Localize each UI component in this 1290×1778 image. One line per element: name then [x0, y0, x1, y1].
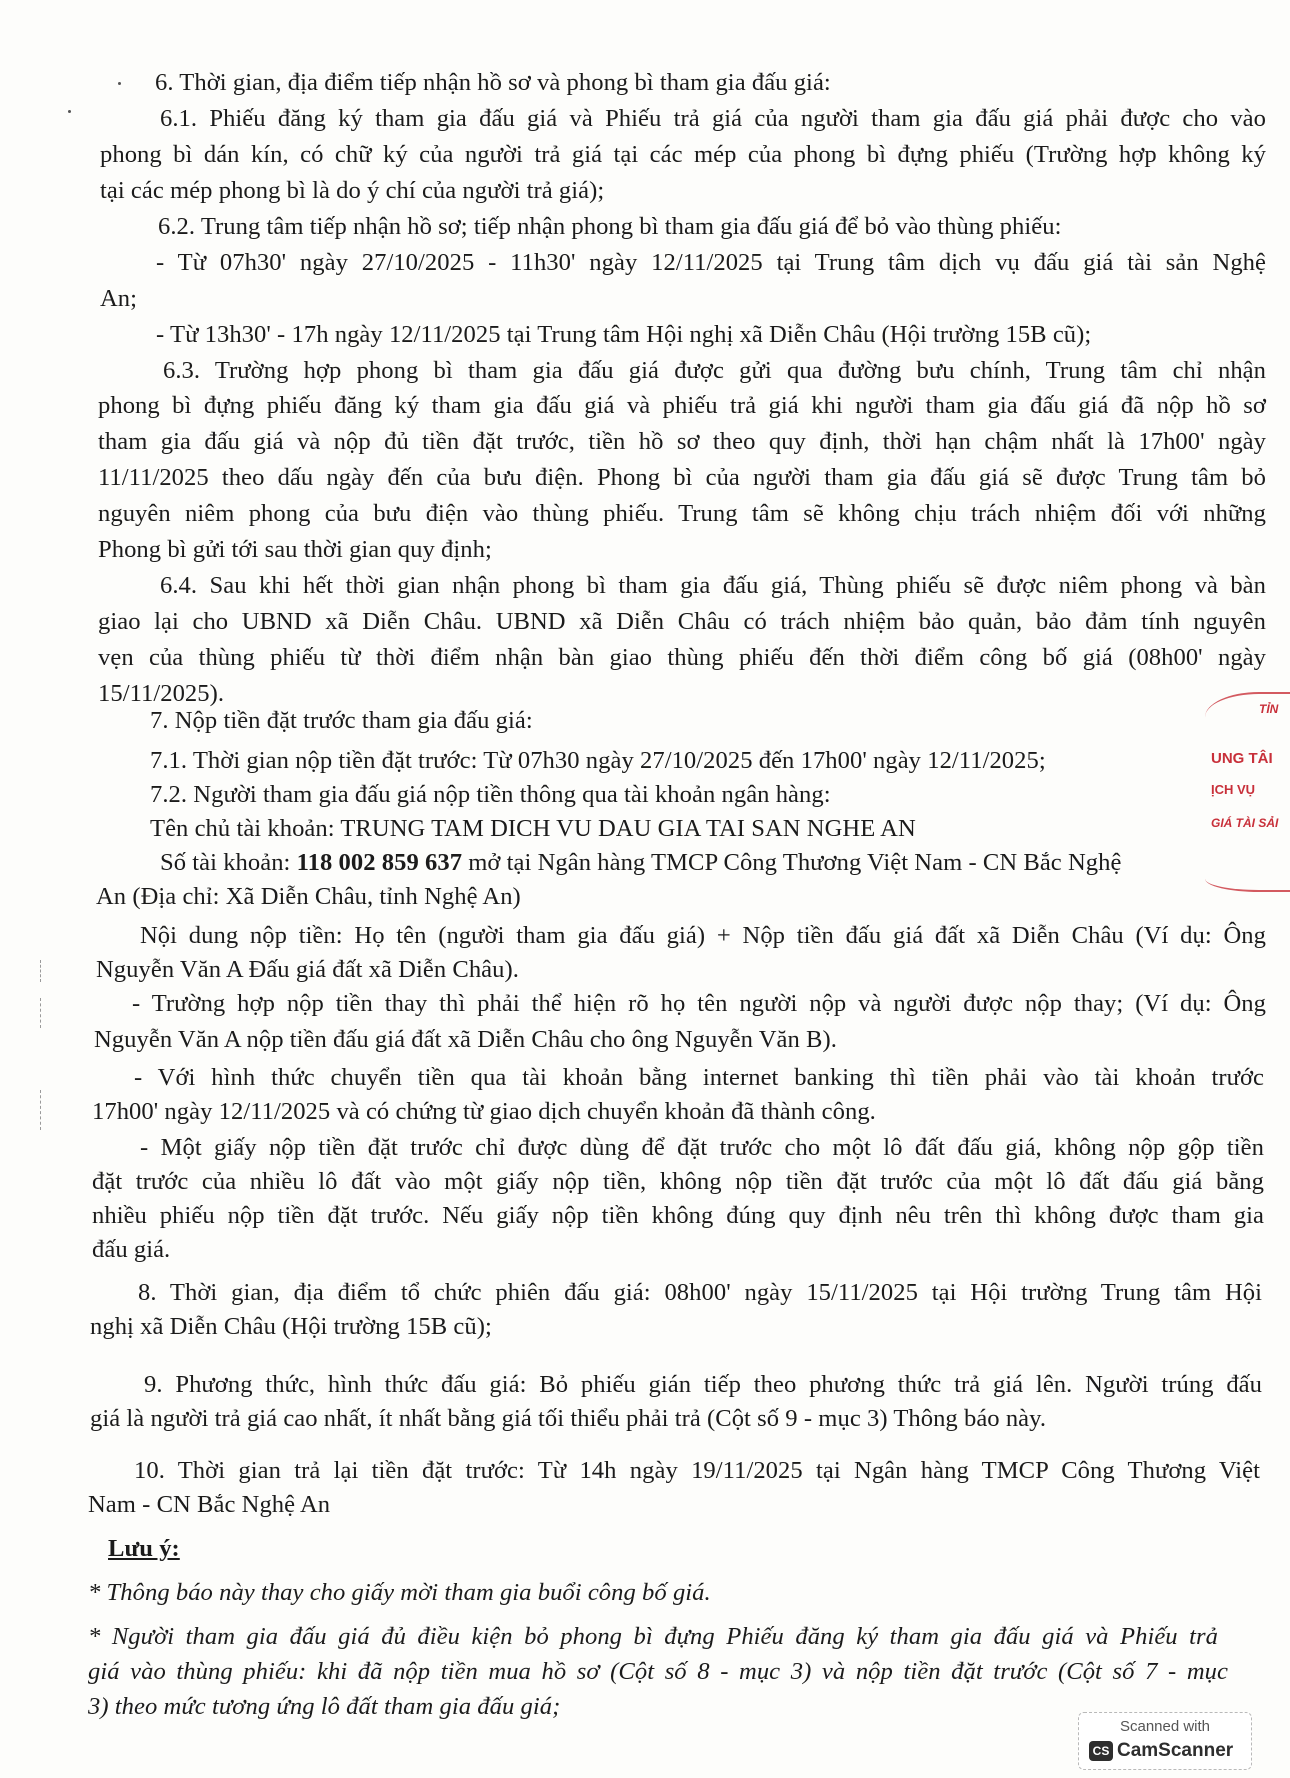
note-line: * Thông báo này thay cho giấy mời tham gia buổi công bố giá. — [88, 1579, 711, 1606]
account-number-line — [160, 848, 1121, 878]
note-line: 3) theo mức tương ứng lô đất tham gia đấu giá; — [88, 1693, 561, 1720]
paragraph-line: giao lại cho UBND xã Diễn Châu. UBND xã Diễn Châu có trách nhiệm bảo quản, bảo đảm tính nguyên — [98, 608, 1266, 635]
paragraph-line: Nguyễn Văn A Đấu giá đất xã Diễn Châu). — [96, 956, 519, 983]
paragraph-line: 7.2. Người tham gia đấu giá nộp tiền thông qua tài khoản ngân hàng: — [150, 781, 831, 808]
scan-edge-mark — [40, 1090, 41, 1130]
account-number-label: Số tài khoản: — [160, 849, 297, 876]
seal-arc — [1205, 870, 1290, 892]
heading-section-7: 7. Nộp tiền đặt trước tham gia đấu giá: — [150, 707, 533, 734]
scan-edge-mark — [40, 998, 41, 1028]
scan-speck — [68, 110, 71, 113]
paragraph-line: 6.3. Trường hợp phong bì tham gia đấu giá được gửi qua đường bưu chính, Trung tâm chỉ nhận — [163, 357, 1266, 384]
scan-speck — [118, 82, 121, 85]
bank-name-text: mở tại Ngân hàng TMCP Công Thương Việt Nam - CN Bắc Nghệ — [462, 849, 1122, 876]
heading-section-8: 8. Thời gian, địa điểm tổ chức phiên đấu giá: 08h00' ngày 15/11/2025 tại Hội trường Trung tâm Hội — [138, 1279, 1262, 1306]
seal-text: GIÁ TÀI SẢI — [1211, 816, 1279, 830]
paragraph-line: Phong bì gửi tới sau thời gian quy định; — [98, 536, 492, 563]
note-line: giá vào thùng phiếu: khi đã nộp tiền mua hồ sơ (Cột số 8 - mục 3) và nộp tiền đặt trước (Cột số 7 - mục — [88, 1658, 1228, 1685]
scanned-with-text: Scanned with — [1119, 1718, 1211, 1735]
red-seal-stamp — [1205, 692, 1290, 902]
paragraph-line: - Từ 13h30' - 17h ngày 12/11/2025 tại Trung tâm Hội nghị xã Diễn Châu (Hội trường 15B cũ); — [156, 321, 1092, 348]
heading-section-6: 6. Thời gian, địa điểm tiếp nhận hồ sơ và phong bì tham gia đấu giá: — [155, 69, 831, 96]
camscanner-logo-icon: CS — [1089, 1741, 1113, 1761]
paragraph-line: Nam - CN Bắc Nghệ An — [88, 1491, 331, 1518]
paragraph-line: - Trường hợp nộp tiền thay thì phải thể hiện rõ họ tên người nộp và người được nộp thay; (Ví dụ: Ông — [132, 990, 1266, 1017]
paragraph-line: vẹn của thùng phiếu từ thời điểm nhận bàn giao thùng phiếu đến thời điểm công bố giá (08h00' ngày — [98, 644, 1266, 671]
seal-text: TỈN — [1259, 702, 1279, 716]
note-line: * Người tham gia đấu giá đủ điều kiện bỏ phong bì đựng Phiếu đăng ký tham gia đấu giá và Phiếu trả — [88, 1623, 1218, 1650]
account-holder-line: Tên chủ tài khoản: TRUNG TAM DICH VU DAU GIA TAI SAN NGHE AN — [150, 815, 916, 842]
paragraph-line: Nguyễn Văn A nộp tiền đấu giá đất xã Diễn Châu cho ông Nguyễn Văn B). — [94, 1026, 837, 1053]
heading-section-9: 9. Phương thức, hình thức đấu giá: Bỏ phiếu gián tiếp theo phương thức trả giá lên. Người trúng đấu — [144, 1371, 1262, 1398]
scan-edge-mark — [40, 960, 41, 982]
seal-text: ỊCH VỤ — [1211, 782, 1256, 797]
paragraph-line: 15/11/2025). — [98, 680, 225, 707]
paragraph-line: nguyên niêm phong của bưu điện vào thùng phiếu. Trung tâm sẽ không chịu trách nhiệm đối với những — [98, 500, 1266, 527]
paragraph-line: Nội dung nộp tiền: Họ tên (người tham gia đấu giá) + Nộp tiền đấu giá đất xã Diễn Châu (Ví dụ: Ông — [140, 922, 1266, 949]
paragraph-line: - Với hình thức chuyển tiền qua tài khoản bằng internet banking thì tiền phải vào tài khoản trước — [134, 1064, 1264, 1091]
heading-section-10: 10. Thời gian trả lại tiền đặt trước: Từ 14h ngày 19/11/2025 tại Ngân hàng TMCP Công Thương Việt — [134, 1457, 1260, 1484]
paragraph-line: nhiều phiếu nộp tiền đặt trước. Nếu giấy nộp tiền không đúng quy định nêu trên thì không được tham gia — [92, 1202, 1264, 1229]
account-number-value: 118 002 859 637 — [296, 849, 463, 876]
paragraph-line: tại các mép phong bì là do ý chí của người trả giá); — [100, 177, 605, 204]
paragraph-line: An; — [100, 285, 138, 312]
paragraph-line: nghị xã Diễn Châu (Hội trường 15B cũ); — [90, 1313, 492, 1340]
paragraph-line: phong bì dán kín, có chữ ký của người trả giá tại các mép của phong bì đựng phiếu (Trường hợp không ký — [100, 141, 1266, 168]
paragraph-line: 11/11/2025 theo dấu ngày đến của bưu điện. Phong bì của người tham gia đấu giá sẽ được Trung tâm bỏ — [98, 464, 1266, 491]
paragraph-line: giá là người trả giá cao nhất, ít nhất bằng giá tối thiểu phải trả (Cột số 9 - mục 3) Thông báo này. — [90, 1405, 1047, 1432]
seal-text: UNG TÂI — [1211, 750, 1273, 767]
paragraph-line: 6.2. Trung tâm tiếp nhận hồ sơ; tiếp nhận phong bì tham gia đấu giá để bỏ vào thùng phiếu: — [158, 213, 1062, 240]
paragraph-line: 6.1. Phiếu đăng ký tham gia đấu giá và Phiếu trả giá của người tham gia đấu giá phải được cho vào — [160, 105, 1266, 132]
paragraph-line: 7.1. Thời gian nộp tiền đặt trước: Từ 07h30 ngày 27/10/2025 đến 17h00' ngày 12/11/2025; — [150, 747, 1046, 774]
paragraph-line: phong bì đựng phiếu đăng ký tham gia đấu giá và phiếu trả giá khi người tham gia đấu giá đã nộp hồ sơ — [98, 392, 1266, 419]
paragraph-line: đấu giá. — [92, 1236, 171, 1263]
camscanner-badge — [1078, 1712, 1252, 1770]
paragraph-line: - Một giấy nộp tiền đặt trước chỉ được dùng để đặt trước cho một lô đất đấu giá, không nộp gộp tiền — [140, 1134, 1264, 1161]
camscanner-brand-text: CamScanner — [1117, 1740, 1234, 1761]
paragraph-line: An (Địa chỉ: Xã Diễn Châu, tỉnh Nghệ An) — [96, 883, 521, 910]
paragraph-line: đặt trước của nhiều lô đất vào một giấy nộp tiền, không nộp tiền đặt trước của một lô đất đấu giá bằng — [92, 1168, 1264, 1195]
paragraph-line: - Từ 07h30' ngày 27/10/2025 - 11h30' ngày 12/11/2025 tại Trung tâm dịch vụ đấu giá tài sản Nghệ — [156, 249, 1266, 276]
note-heading: Lưu ý: — [108, 1535, 180, 1562]
paragraph-line: tham gia đấu giá và nộp đủ tiền đặt trước, tiền hồ sơ theo quy định, thời hạn chậm nhất là 17h00' ngày — [98, 428, 1266, 455]
paragraph-line: 6.4. Sau khi hết thời gian nhận phong bì tham gia đấu giá, Thùng phiếu sẽ được niêm phong và bàn — [160, 572, 1266, 599]
paragraph-line: 17h00' ngày 12/11/2025 và có chứng từ giao dịch chuyển khoản đã thành công. — [92, 1098, 876, 1125]
